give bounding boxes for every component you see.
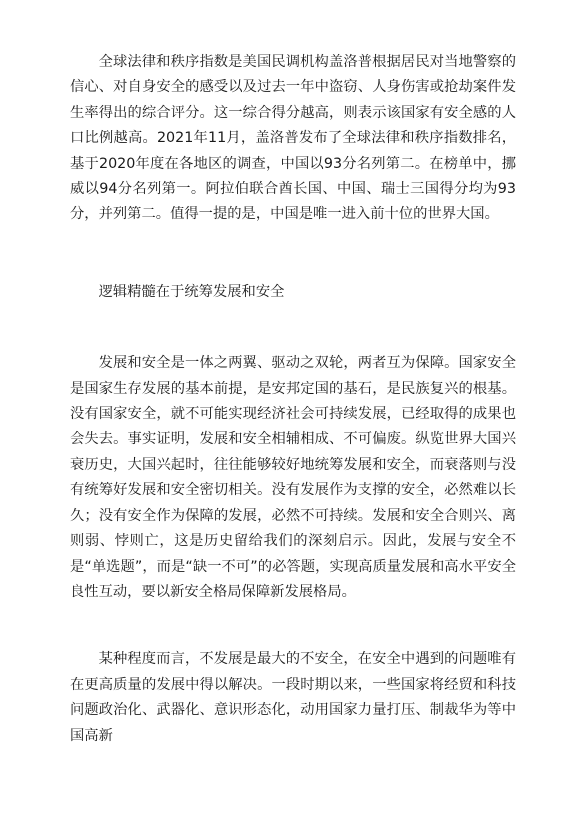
section-heading: 逻辑精髓在于统筹发展和安全: [98, 283, 285, 300]
paragraph-development-and-security: 发展和安全是一体之两翼、驱动之双轮，两者互为保障。国家安全是国家生存发展的基本前提，是安邦定国的基石，是民族复兴的根基。没有国家安全，就不可能实现经济社会可持续发展，已经取得的成果也会失去。事实证明，发展和安全相辅相成、不可偏废。纵览世界大国兴衰历史，大国兴起时，往往能够较好地统筹发展和安全，而衰落则与没有统筹好发展和安全密切相关。没有发展作为支撑的安全，必然难以长久；没有安全作为保障的发展，必然不可持续。发展和安全合则兴、离则弱、悖则亡，这是历史留给我们的深刻启示。因此，发展与安全不是“单选题”，而是“缺一不可”的必答题，实现高质量发展和高水平安全良性互动，要以新安全格局保障新发展格局。: [70, 355, 516, 600]
paragraph-law-and-order-index: 全球法律和秩序指数是美国民调机构盖洛普根据居民对当地警察的信心、对自身安全的感受以及过去一年中盗窃、人身伤害或抢劫案件发生率得出的综合评分。这一综合得分越高，则表示该国家有安全感的人口比例越高。2021年11月，盖洛普发布了全球法律和秩序指数排名，基于2020年度在各地区的调查，中国以93分名列第二。在榜单中，挪威以94分名列第一。阿拉伯联合酋长国、中国、瑞士三国得分均为93分，并列第二。值得一提的是，中国是唯一进入前十位的世界大国。: [70, 54, 516, 223]
document-page: [70, 50, 516, 749]
paragraph-development-solves-security: 某种程度而言，不发展是最大的不安全，在安全中遇到的问题唯有在更高质量的发展中得以解决。一段时期以来，一些国家将经贸和科技问题政治化、武器化、意识形态化，动用国家力量打压、制裁华为等中国高新: [70, 651, 516, 744]
